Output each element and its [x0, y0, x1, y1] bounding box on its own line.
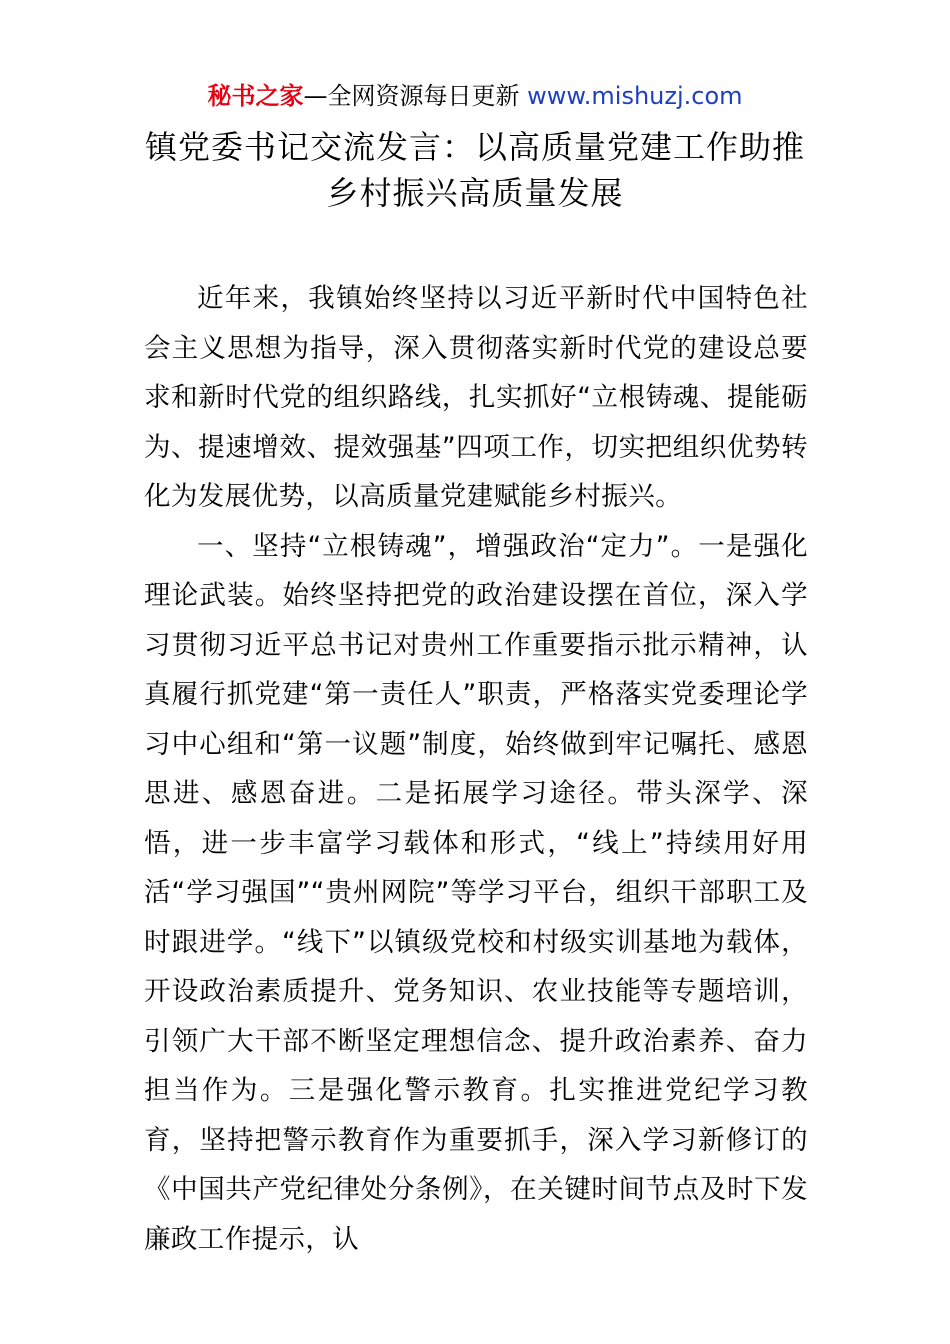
title-line-2: 乡村振兴高质量发展: [326, 174, 624, 212]
header-slogan: —全网资源每日更新: [303, 82, 520, 110]
document-title: [0, 124, 950, 216]
title-line-1: 镇党委书记交流发言：以高质量党建工作助推: [144, 128, 805, 166]
paragraph-section-1: 一、坚持“立根铸魂”，增强政治“定力”。一是强化理论武装。始终坚持把党的政治建设摆在首位，深入学习贯彻习近平总书记对贵州工作重要指示批示精神，认真履行抓党建“第一责任人”职责，严格落实党委理论学习中心组和“第一议题”制度，始终做到牢记嘱托、感恩思进、感恩奋进。二是拓展学习途径。带头深学、深悟，进一步丰富学习载体和形式，“线上”持续用好用活“学习强国”“贵州网院”等学习平台，组织干部职工及时跟进学。“线下”以镇级党校和村级实训基地为载体，开设政治素质提升、党务知识、农业技能等专题培训，引领广大干部不断坚定理想信念、提升政治素养、奋力担当作为。三是强化警示教育。扎实推进党纪学习教育，坚持把警示教育作为重要抓手，深入学习新修订的《中国共产党纪律处分条例》，在关键时间节点及时下发廉政工作提示，认: [144, 530, 808, 1255]
paragraph-intro: 近年来，我镇始终坚持以习近平新时代中国特色社会主义思想为指导，深入贯彻落实新时代党的建设总要求和新时代党的组织路线，扎实抓好“立根铸魂、提能砺为、提速增效、提效强基”四项工作，切实把组织优势转化为发展优势，以高质量党建赋能乡村振兴。: [144, 283, 808, 512]
document-body: [144, 274, 808, 1264]
site-url[interactable]: www.mishuzj.com: [527, 82, 743, 110]
site-header: [0, 80, 950, 112]
brand-name: 秘书之家: [207, 82, 304, 110]
